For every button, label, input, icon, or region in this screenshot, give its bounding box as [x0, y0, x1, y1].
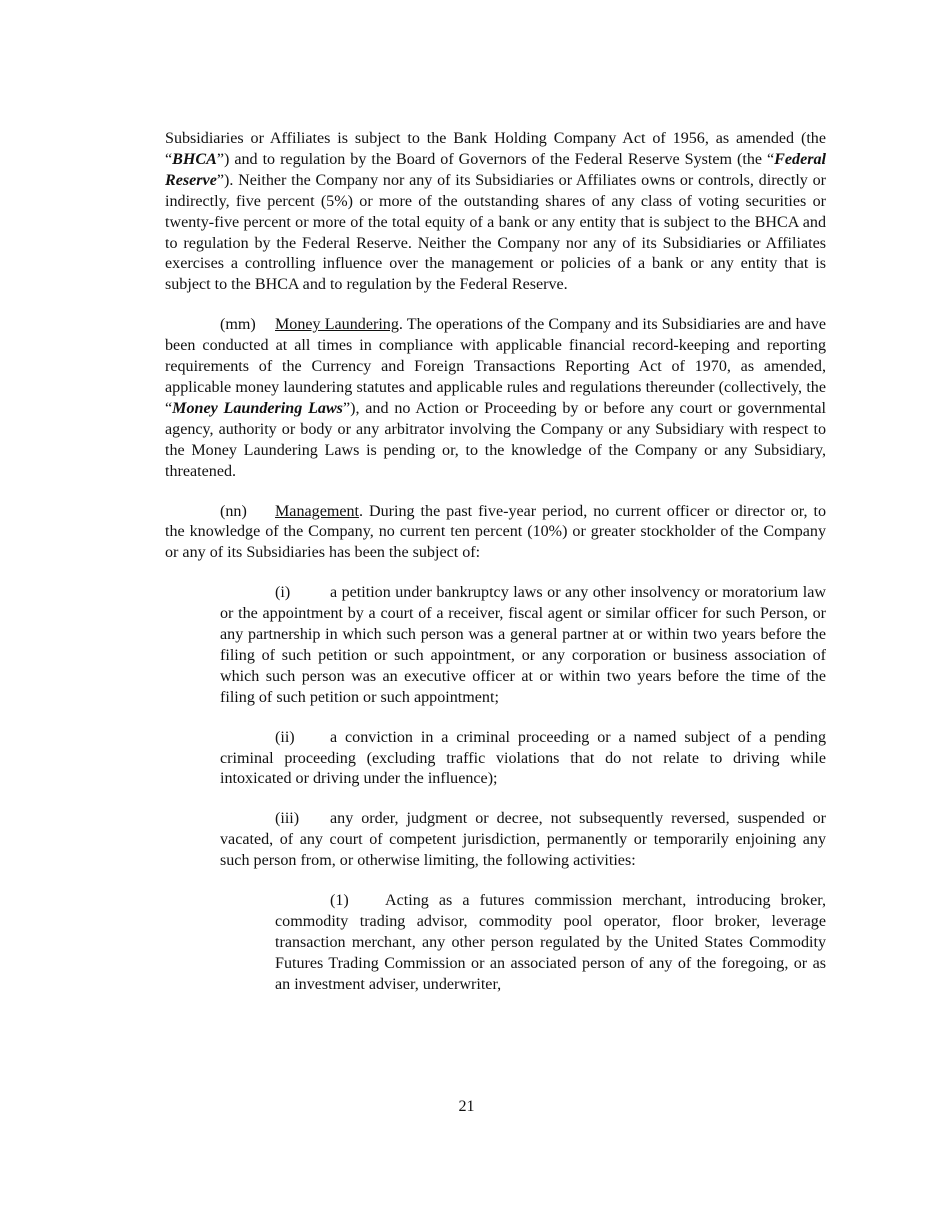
section-number: (nn) — [220, 502, 247, 520]
subclause-number: (1) — [330, 892, 349, 910]
page-number: 21 — [458, 1098, 475, 1115]
clause-iii — [220, 809, 826, 872]
clause-number: (iii) — [275, 810, 300, 828]
clause-text: any order, judgment or decree, not subsequently reversed, suspended or vacated, of any court of competent jurisdiction, permanently or temporarily enjoining any such person from, or otherwise limiting, the following activities: — [220, 810, 826, 870]
page-body — [165, 129, 826, 1015]
clause-ii — [220, 728, 826, 791]
paragraph-text: Subsidiaries or Affiliates is subject to the Bank Holding Company Act of 1956, as amended (the “ — [165, 130, 826, 168]
defined-term-federal-reserve: Federal Reserve — [165, 150, 826, 189]
clause-text: a petition under bankruptcy laws or any other insolvency or moratorium law or the appointment by a court of a receiver, fiscal agent or similar officer for such Person, or any partnership in which such person was a general partner at or within two years before the filing of such petition or such appointment, or any corporation or business association of which such person was an executive officer at or within two years before the time of the filing of such petition or such appointment; — [220, 584, 826, 706]
subclause-1 — [275, 891, 826, 996]
section-nn-management — [165, 502, 826, 565]
defined-term-money-laundering-laws: Money Laundering Laws — [172, 399, 343, 417]
clause-text: a conviction in a criminal proceeding or a named subject of a pending criminal proceeding (excluding traffic violations that do not relate to driving while intoxicated or driving under the influence); — [220, 728, 826, 788]
paragraph-text: . The operations of the Company and its Subsidiaries are and have been conducted at all times in compliance with applicable financial record-keeping and reporting requirements of the Currency and Foreign Transactions Reporting Act of 1970, as amended, applicable money laundering statutes and applicable rules and regulations thereunder (collectively, the “ — [165, 316, 826, 417]
defined-term-bhca: BHCA — [172, 150, 217, 168]
paragraph-text: ”). Neither the Company nor any of its Subsidiaries or Affiliates owns or controls, directly or indirectly, five percent (5%) or more of the outstanding shares of any class of voting securities or twenty-five percent or more of the total equity of a bank or any entity that is subject to the BHCA and to regulation by the Federal Reserve. Neither the Company nor any of its Subsidiaries or Affiliates exercises a controlling influence over the management or policies of a bank or any entity that is subject to the BHCA and to regulation by the Federal Reserve. — [165, 171, 826, 294]
clause-number: (i) — [275, 584, 291, 602]
section-mm-money-laundering — [165, 315, 826, 482]
paragraph-text: ”), and no Action or Proceeding by or before any court or governmental agency, authority or body or any arbitrator involving the Company or any Subsidiary with respect to the Money Laundering Laws is pending or, to the knowledge of the Company or any Subsidiary, threatened. — [165, 399, 827, 480]
section-number: (mm) — [220, 316, 256, 334]
section-heading: Management — [275, 502, 360, 520]
section-heading: Money Laundering — [275, 316, 399, 334]
paragraph-text: . During the past five-year period, no current officer or director or, to the knowledge of the Company, no current ten percent (10%) or greater stockholder of the Company or any of its Subsidiaries has been the subject of: — [165, 502, 826, 562]
subclause-text: Acting as a futures commission merchant, introducing broker, commodity trading advisor, commodity pool operator, floor broker, leverage transaction merchant, any other person regulated by the United States Commodity Futures Trading Commission or an associated person of any of the foregoing, or as an investment adviser, underwriter, — [275, 892, 826, 993]
paragraph-text: ”) and to regulation by the Board of Governors of the Federal Reserve System (the “ — [216, 150, 775, 168]
paragraph-bhca — [165, 129, 826, 296]
clause-number: (ii) — [275, 728, 295, 746]
clause-i — [220, 583, 826, 708]
